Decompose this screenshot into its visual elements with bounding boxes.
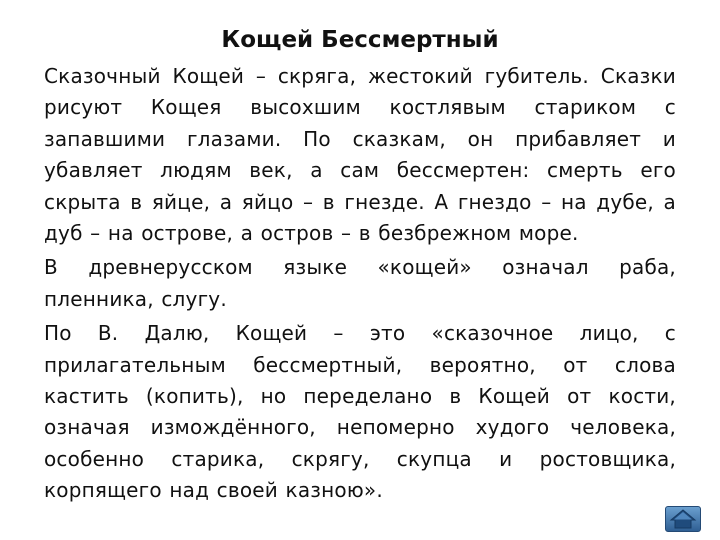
- paragraph-1: Сказочный Кощей – скряга, жестокий губитель. Сказки рисуют Кощея высохшим костлявым стариком с запавшими глазами. По сказкам, он прибавляет и убавляет людям век, а сам бессмертен: смерть его скрыта в яйце, а яйцо – в гнезде. А гнездо – на дубе, а дуб – на острове, а остров – в безбрежном море.: [44, 64, 676, 246]
- home-button[interactable]: [665, 506, 701, 532]
- paragraph-3: По В. Далю, Кощей – это «сказочное лицо, с прилагательным бессмертный, вероятно, от слова кастить (копить), но переделано в Кощей от кости, означая измождённого, непомерно худого человека, особенно старика, скрягу, скупца и ростовщика, корпящего над своей казною».: [44, 321, 676, 503]
- paragraph-2: В древнерусском языке «кощей» означал раба, пленника, слугу.: [44, 255, 676, 311]
- home-icon: [666, 507, 700, 531]
- slide-title: Кощей Бессмертный: [221, 27, 499, 53]
- slide-body: [44, 61, 676, 510]
